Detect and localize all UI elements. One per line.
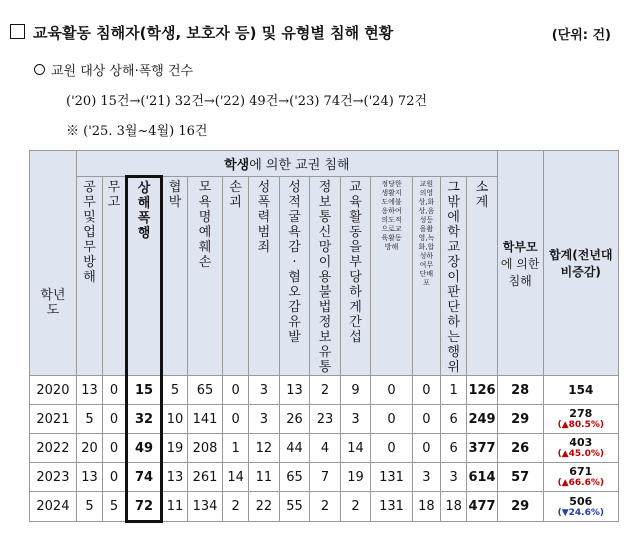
- value-cell: 65: [279, 463, 310, 492]
- value-cell: 2: [223, 492, 249, 522]
- value-cell: 5: [76, 492, 102, 522]
- value-cell: 5: [76, 405, 102, 434]
- header-student-col: 교원의영상,화상,음성등을촬영,녹화,합성하여무단배포: [412, 177, 440, 376]
- value-cell: 261: [188, 463, 223, 492]
- value-cell: 14: [223, 463, 249, 492]
- header-total: 합계(전년대비증감): [543, 151, 618, 376]
- value-cell: 2: [310, 492, 341, 522]
- parent-cell: 28: [497, 376, 543, 405]
- value-cell: 55: [279, 492, 310, 522]
- value-cell: 44: [279, 434, 310, 463]
- value-cell: 20: [76, 434, 102, 463]
- parent-cell: 57: [497, 463, 543, 492]
- parent-cell: 29: [497, 492, 543, 522]
- value-cell: 5: [103, 492, 127, 522]
- value-cell: 74: [127, 463, 162, 492]
- value-cell: 208: [188, 434, 223, 463]
- header-year: 학년도: [30, 151, 77, 376]
- year-cell: 2020: [30, 376, 77, 405]
- header-student-col: 교육활동을부당하게간섭: [340, 177, 371, 376]
- value-cell: 14: [340, 434, 371, 463]
- header-student-group: 학생에 의한 교권 침해: [76, 151, 497, 177]
- title-text: 교육활동 침해자(학생, 보호자 등) 및 유형별 침해 현황: [33, 24, 394, 42]
- value-cell: 3: [249, 376, 280, 405]
- value-cell: 0: [103, 405, 127, 434]
- value-cell: 23: [310, 405, 341, 434]
- value-cell: 11: [161, 492, 187, 522]
- header-student-col: 정당한생활지도에불응하여의도적으로교육활동방해: [371, 177, 412, 376]
- value-cell: 22: [249, 492, 280, 522]
- value-cell: 4: [310, 434, 341, 463]
- header-student-col: 소계: [467, 177, 498, 376]
- table-row: [30, 463, 619, 492]
- value-cell: 0: [371, 434, 412, 463]
- value-cell: 13: [76, 376, 102, 405]
- value-cell: 6: [441, 405, 467, 434]
- violation-table: [29, 150, 619, 523]
- table-row: [30, 405, 619, 434]
- table-row: [30, 492, 619, 522]
- value-cell: 1: [223, 434, 249, 463]
- value-cell: 7: [310, 463, 341, 492]
- value-cell: 13: [76, 463, 102, 492]
- header-student-col: 정보통신망이용불법정보유통: [310, 177, 341, 376]
- total-cell: [543, 376, 618, 405]
- value-cell: 3: [340, 405, 371, 434]
- parent-cell: 26: [497, 434, 543, 463]
- value-cell: 0: [371, 376, 412, 405]
- value-cell: 18: [412, 492, 440, 522]
- value-cell: 0: [412, 376, 440, 405]
- value-cell: 9: [340, 376, 371, 405]
- value-cell: 6: [441, 434, 467, 463]
- section-title: [10, 22, 393, 43]
- header-student-col: 손괴: [223, 177, 249, 376]
- circle-bullet-icon: [34, 64, 45, 75]
- value-cell: 18: [441, 492, 467, 522]
- value-cell: 1: [441, 376, 467, 405]
- value-cell: 3: [441, 463, 467, 492]
- note-line: ※ ('25. 3월~4월) 16건: [66, 124, 208, 139]
- value-cell: 5: [161, 376, 187, 405]
- total-cell: [543, 463, 618, 492]
- value-cell: 2: [340, 492, 371, 522]
- header-student-col: 상해폭행: [127, 177, 162, 376]
- year-cell: 2022: [30, 434, 77, 463]
- value-cell: 49: [127, 434, 162, 463]
- table-row: [30, 434, 619, 463]
- total-value: 506: [569, 494, 593, 508]
- value-cell: 12: [249, 434, 280, 463]
- value-cell: 0: [103, 434, 127, 463]
- header-student-col: 성적굴욕감·혐오감유발: [279, 177, 310, 376]
- value-cell: 131: [371, 492, 412, 522]
- header-parent: 학부모에 의한 침해: [497, 151, 543, 376]
- value-cell: 0: [223, 376, 249, 405]
- total-cell: [543, 434, 618, 463]
- header-student-col: 그밖에학교장이판단하는행위: [441, 177, 467, 376]
- value-cell: 11: [249, 463, 280, 492]
- total-cell: [543, 405, 618, 434]
- bullet-text: 교원 대상 상해·폭행 건수: [51, 64, 194, 79]
- value-cell: 3: [412, 463, 440, 492]
- value-cell: 26: [279, 405, 310, 434]
- parent-cell: 29: [497, 405, 543, 434]
- value-cell: 19: [340, 463, 371, 492]
- value-cell: 3: [249, 405, 280, 434]
- value-cell: 13: [161, 463, 187, 492]
- value-cell: 134: [188, 492, 223, 522]
- value-cell: 72: [127, 492, 162, 522]
- total-value: 278: [569, 407, 593, 420]
- value-cell: 0: [223, 405, 249, 434]
- subtotal-cell: 377: [467, 434, 498, 463]
- checkbox-square-icon: [10, 24, 25, 39]
- change-value: (▲66.6%): [557, 478, 604, 488]
- total-cell: [543, 492, 618, 522]
- header-student-col: 협박: [161, 177, 187, 376]
- header-student-col: 성폭력범죄: [249, 177, 280, 376]
- year-cell: 2021: [30, 405, 77, 434]
- change-value: (▼24.6%): [557, 507, 604, 518]
- year-cell: 2024: [30, 492, 77, 522]
- value-cell: 0: [371, 405, 412, 434]
- value-cell: 0: [412, 434, 440, 463]
- subtotal-cell: 477: [467, 492, 498, 522]
- value-cell: 0: [103, 376, 127, 405]
- value-cell: 10: [161, 405, 187, 434]
- value-cell: 0: [412, 405, 440, 434]
- value-cell: 2: [310, 376, 341, 405]
- value-cell: 32: [127, 405, 162, 434]
- value-cell: 141: [188, 405, 223, 434]
- value-cell: 15: [127, 376, 162, 405]
- header-student-col: 모욕명예훼손: [188, 177, 223, 376]
- value-cell: 131: [371, 463, 412, 492]
- table-row: [30, 376, 619, 405]
- unit-label: (단위: 건): [551, 28, 611, 43]
- value-cell: 65: [188, 376, 223, 405]
- year-cell: 2023: [30, 463, 77, 492]
- total-value: 154: [568, 383, 594, 397]
- header-student-col: 무고: [103, 177, 127, 376]
- change-value: (▲45.0%): [557, 449, 604, 459]
- total-value: 671: [569, 465, 593, 478]
- value-cell: 19: [161, 434, 187, 463]
- subtotal-cell: 126: [467, 376, 498, 405]
- subtotal-cell: 614: [467, 463, 498, 492]
- bullet-line: [34, 60, 193, 79]
- change-value: (▲80.5%): [557, 420, 604, 430]
- total-value: 403: [569, 436, 593, 449]
- trend-line: ('20) 15건→('21) 32건→('22) 49건→('23) 74건→('24) 72건: [66, 94, 428, 109]
- subtotal-cell: 249: [467, 405, 498, 434]
- value-cell: 0: [103, 463, 127, 492]
- header-student-col: 공무및업무방해: [76, 177, 102, 376]
- value-cell: 13: [279, 376, 310, 405]
